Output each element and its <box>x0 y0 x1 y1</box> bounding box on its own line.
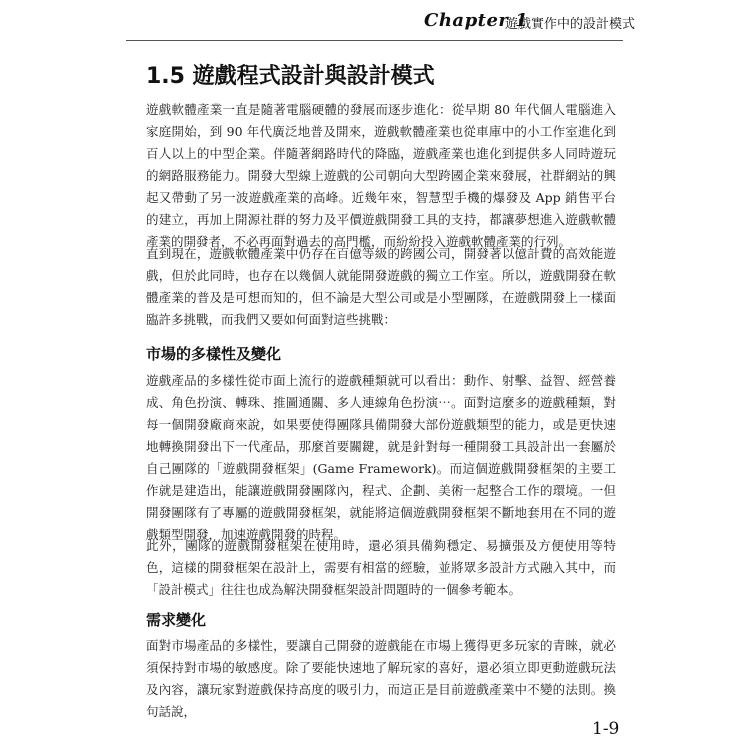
paragraph-diversity: 遊戲產品的多樣性從市面上流行的遊戲種類就可以看出：動作、射擊、益智、經營養成、角色扮演、轉珠、推圖通關、多人連線角色扮演⋯。面對這麼多的遊戲種類，對每一個開發廠商來說，如果要使得團隊具備開發大部份遊戲類型的能力，或是更快速地轉換開發出下一代產品，那麼首要關鍵，就是針對每一種開發工具設計出一套屬於自己團隊的「遊戲開發框架」(Game Framework)。而這個遊戲開發框架的主要工作就是建造出，能讓遊戲開發團隊內，程式、企劃、美術一起整合工作的環境。一但開發團隊有了專屬的遊戲開發框架，就能將這個遊戲開發框架不斷地套用在不同的遊戲類型開發，加速遊戲開發的時程。 <box>146 373 616 542</box>
section-title: 1.5 遊戲程式設計與設計模式 <box>146 64 435 89</box>
paragraph-framework: 此外，團隊的遊戲開發框架在使用時，還必須具備夠穩定、易擴張及方便使用等特色，這樣的開發框架在設計上，需要有相當的經驗，並將眾多設計方式融入其中，而「設計模式」往往也成為解決開發框架設計問題時的一個參考範本。 <box>146 538 616 597</box>
paragraph-demand: 面對市場產品的多樣性，要讓自己開發的遊戲能在市場上獲得更多玩家的青睞，就必須保持對市場的敏感度。除了要能快速地了解玩家的喜好，還必須立即更動遊戲玩法及內容，讓玩家對遊戲保持高度的吸引力，而這正是目前遊戲產業中不變的法則。換句話說， <box>146 638 616 719</box>
paragraph-intro: 遊戲軟體產業一直是隨著電腦硬體的發展而逐步進化：從早期 80 年代個人電腦進入家庭開始，到 90 年代廣泛地普及開來，遊戲軟體產業也從車庫中的小工作室進化到百人以上的中型企業。伴隨著網路時代的降臨，遊戲產業也進化到提供多人同時遊玩的網路服務能力。開發大型線上遊戲的公司朝向大型跨國企業來發展，社群網站的興起又帶動了另一波遊戲產業的高峰。近幾年來，智慧型手機的爆發及 App 銷售平台的建立，再加上開源社群的努力及平價遊戲開發工具的支持，都讓夢想進入遊戲軟體產業的開發者，不必再面對過去的高門檻，而紛紛投入遊戲軟體產業的行列。 <box>146 102 616 249</box>
running-header <box>0 0 750 44</box>
chapter-title: 遊戲實作中的設計模式 <box>505 17 636 32</box>
chapter-label: Chapter 1 <box>424 10 529 31</box>
paragraph-today: 直到現在，遊戲軟體產業中仍存在百億等級的跨國公司，開發著以億計費的高效能遊戲，但於此同時，也存在以幾個人就能開發遊戲的獨立工作室。所以，遊戲開發在軟體產業的普及是可想而知的，但不論是大型公司或是小型團隊，在遊戲開發上一樣面臨許多挑戰，而我們又要如何面對這些挑戰： <box>146 246 616 327</box>
header-divider <box>126 40 623 41</box>
subheading-demand-change: 需求變化 <box>146 611 207 629</box>
subheading-market-diversity: 市場的多樣性及變化 <box>146 345 282 363</box>
page-number: 1-9 <box>592 719 620 739</box>
